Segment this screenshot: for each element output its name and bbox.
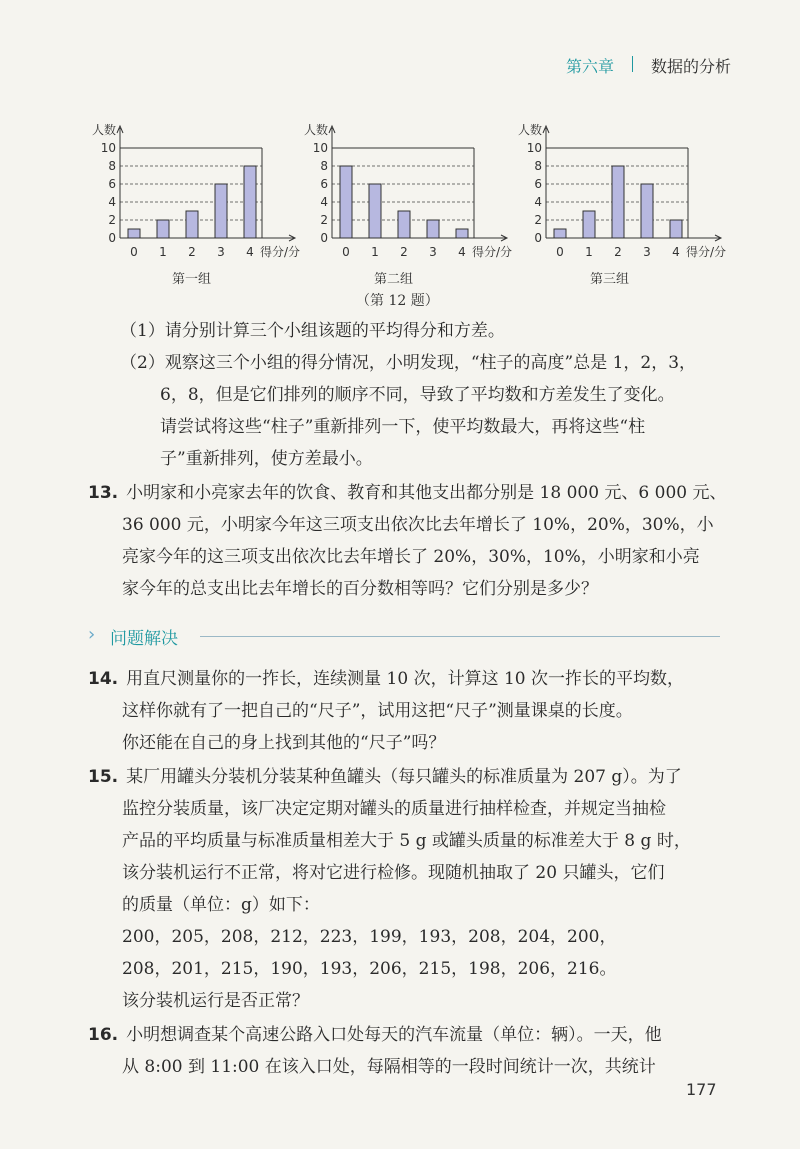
x-axis-label: 得分/分 xyxy=(260,245,301,259)
y-tick-label: 6 xyxy=(320,177,328,191)
x-tick-label: 1 xyxy=(585,245,593,259)
page-number: 177 xyxy=(686,1080,717,1099)
x-tick-label: 1 xyxy=(159,245,167,259)
x-tick-label: 4 xyxy=(672,245,680,259)
y-tick-label: 0 xyxy=(320,231,328,245)
y-tick-label: 10 xyxy=(312,141,328,155)
q14-line3: 你还能在自己的身上找到其他的“尺子”吗？ xyxy=(122,733,446,753)
question-number: 15. xyxy=(88,767,119,787)
chapter-title: 数据的分析 xyxy=(651,57,732,76)
q15-question: 该分装机运行是否正常？ xyxy=(122,991,309,1011)
q12-part2-line1: （2）观察这三个小组的得分情况，小明发现，“柱子的高度”总是 1，2，3， xyxy=(120,353,697,373)
q15-line3: 产品的平均质量与标准质量相差大于 5 g 或罐头质量的标准差大于 8 g 时， xyxy=(122,831,691,851)
x-tick-label: 2 xyxy=(188,245,196,259)
q13-line1: 小明家和小亮家去年的饮食、教育和其他支出都分别是 18 000 元、6 000 元、 xyxy=(126,483,727,503)
question-number: 13. xyxy=(88,483,119,503)
y-axis-label: 人数 xyxy=(92,123,117,137)
y-tick-label: 8 xyxy=(534,159,542,173)
y-tick-label: 0 xyxy=(534,231,542,245)
y-tick-label: 6 xyxy=(108,177,116,191)
chart-3-name: 第三组 xyxy=(590,272,630,287)
y-tick-label: 8 xyxy=(320,159,328,173)
y-tick-label: 2 xyxy=(320,213,328,227)
chart-2-name: 第二组 xyxy=(374,272,414,287)
bar-chart-group-1 xyxy=(90,120,305,265)
section-title: 问题解决 xyxy=(110,629,178,649)
q15-data-row-1: 200，205，208，212，223，199，193，208，204，200， xyxy=(122,927,617,947)
bar-2 xyxy=(186,211,198,238)
chapter-label: 第六章 xyxy=(566,57,615,76)
section-divider xyxy=(200,636,720,637)
figure-caption: （第 12 题） xyxy=(356,293,439,309)
q15-data-row-2: 208，201，215，190，193，206，215，198，206，216。 xyxy=(122,959,617,979)
question-14 xyxy=(88,664,738,695)
y-tick-label: 6 xyxy=(534,177,542,191)
bar-4 xyxy=(244,166,256,238)
q15-line2: 监控分装质量，该厂决定定期对罐头的质量进行抽样检查，并规定当抽检 xyxy=(122,799,666,819)
section-header xyxy=(88,624,728,649)
x-tick-label: 0 xyxy=(556,245,564,259)
x-tick-label: 3 xyxy=(429,245,437,259)
y-tick-label: 10 xyxy=(526,141,542,155)
q13-line3: 亮家今年的这三项支出依次比去年增长了 20%，30%，10%，小明家和小亮 xyxy=(122,547,700,567)
bar-1 xyxy=(157,220,169,238)
q16-line2: 从 8:00 到 11:00 在该入口处，每隔相等的一段时间统计一次，共统计 xyxy=(122,1057,656,1077)
y-tick-label: 4 xyxy=(108,195,116,209)
q15-line4: 该分装机运行不正常，将对它进行检修。现随机抽取了 20 只罐头，它们 xyxy=(122,863,665,883)
question-number: 16. xyxy=(88,1025,119,1045)
bar-0 xyxy=(128,229,140,238)
q12-part2-line3: 请尝试将这些“柱子”重新排列一下，使平均数最大，再将这些“柱 xyxy=(160,417,646,437)
q14-line1: 用直尺测量你的一拃长，连续测量 10 次，计算这 10 次一拃长的平均数， xyxy=(126,669,685,689)
q12-part2-line4: 子”重新排列，使方差最小。 xyxy=(160,449,373,469)
bar-2 xyxy=(612,166,624,238)
bar-1 xyxy=(369,184,381,238)
q13-line2: 36 000 元，小明家今年这三项支出依次比去年增长了 10%，20%，30%，小 xyxy=(122,515,714,535)
header-divider xyxy=(632,56,633,72)
q12-part1: （1）请分别计算三个小组该题的平均得分和方差。 xyxy=(120,321,505,341)
x-tick-label: 0 xyxy=(130,245,138,259)
chevron-right-icon: › xyxy=(88,624,96,645)
q13-line4: 家今年的总支出比去年增长的百分数相等吗？它们分别是多少？ xyxy=(122,579,598,599)
y-tick-label: 10 xyxy=(100,141,116,155)
bar-3 xyxy=(215,184,227,238)
question-15 xyxy=(88,762,738,793)
chart-1-name: 第一组 xyxy=(172,272,212,287)
x-tick-label: 2 xyxy=(614,245,622,259)
question-13 xyxy=(88,478,738,509)
bar-4 xyxy=(456,229,468,238)
y-tick-label: 0 xyxy=(108,231,116,245)
x-tick-label: 0 xyxy=(342,245,350,259)
q12-part2-line2: 6，8，但是它们排列的顺序不同，导致了平均数和方差发生了变化。 xyxy=(160,385,675,405)
y-tick-label: 8 xyxy=(108,159,116,173)
y-tick-label: 2 xyxy=(534,213,542,227)
x-axis-label: 得分/分 xyxy=(472,245,513,259)
bar-3 xyxy=(641,184,653,238)
q15-line1: 某厂用罐头分装机分装某种鱼罐头（每只罐头的标准质量为 207 g）。为了 xyxy=(126,767,682,787)
bar-1 xyxy=(583,211,595,238)
y-tick-label: 2 xyxy=(108,213,116,227)
question-16 xyxy=(88,1020,738,1051)
bar-0 xyxy=(340,166,352,238)
x-tick-label: 1 xyxy=(371,245,379,259)
bar-3 xyxy=(427,220,439,238)
x-tick-label: 3 xyxy=(217,245,225,259)
bar-0 xyxy=(554,229,566,238)
y-axis-label: 人数 xyxy=(518,123,543,137)
bar-chart-group-2 xyxy=(302,120,517,265)
y-tick-label: 4 xyxy=(320,195,328,209)
bar-chart-group-3 xyxy=(516,120,731,265)
q16-line1: 小明想调查某个高速公路入口处每天的汽车流量（单位：辆）。一天，他 xyxy=(126,1025,662,1045)
bar-2 xyxy=(398,211,410,238)
y-axis-label: 人数 xyxy=(304,123,329,137)
x-tick-label: 4 xyxy=(458,245,466,259)
q14-line2: 这样你就有了一把自己的“尺子”，试用这把“尺子”测量课桌的长度。 xyxy=(122,701,633,721)
x-tick-label: 4 xyxy=(246,245,254,259)
q15-line5: 的质量（单位：g）如下： xyxy=(122,895,320,915)
x-tick-label: 3 xyxy=(643,245,651,259)
x-axis-label: 得分/分 xyxy=(686,245,727,259)
x-tick-label: 2 xyxy=(400,245,408,259)
bar-4 xyxy=(670,220,682,238)
y-tick-label: 4 xyxy=(534,195,542,209)
question-number: 14. xyxy=(88,669,119,689)
